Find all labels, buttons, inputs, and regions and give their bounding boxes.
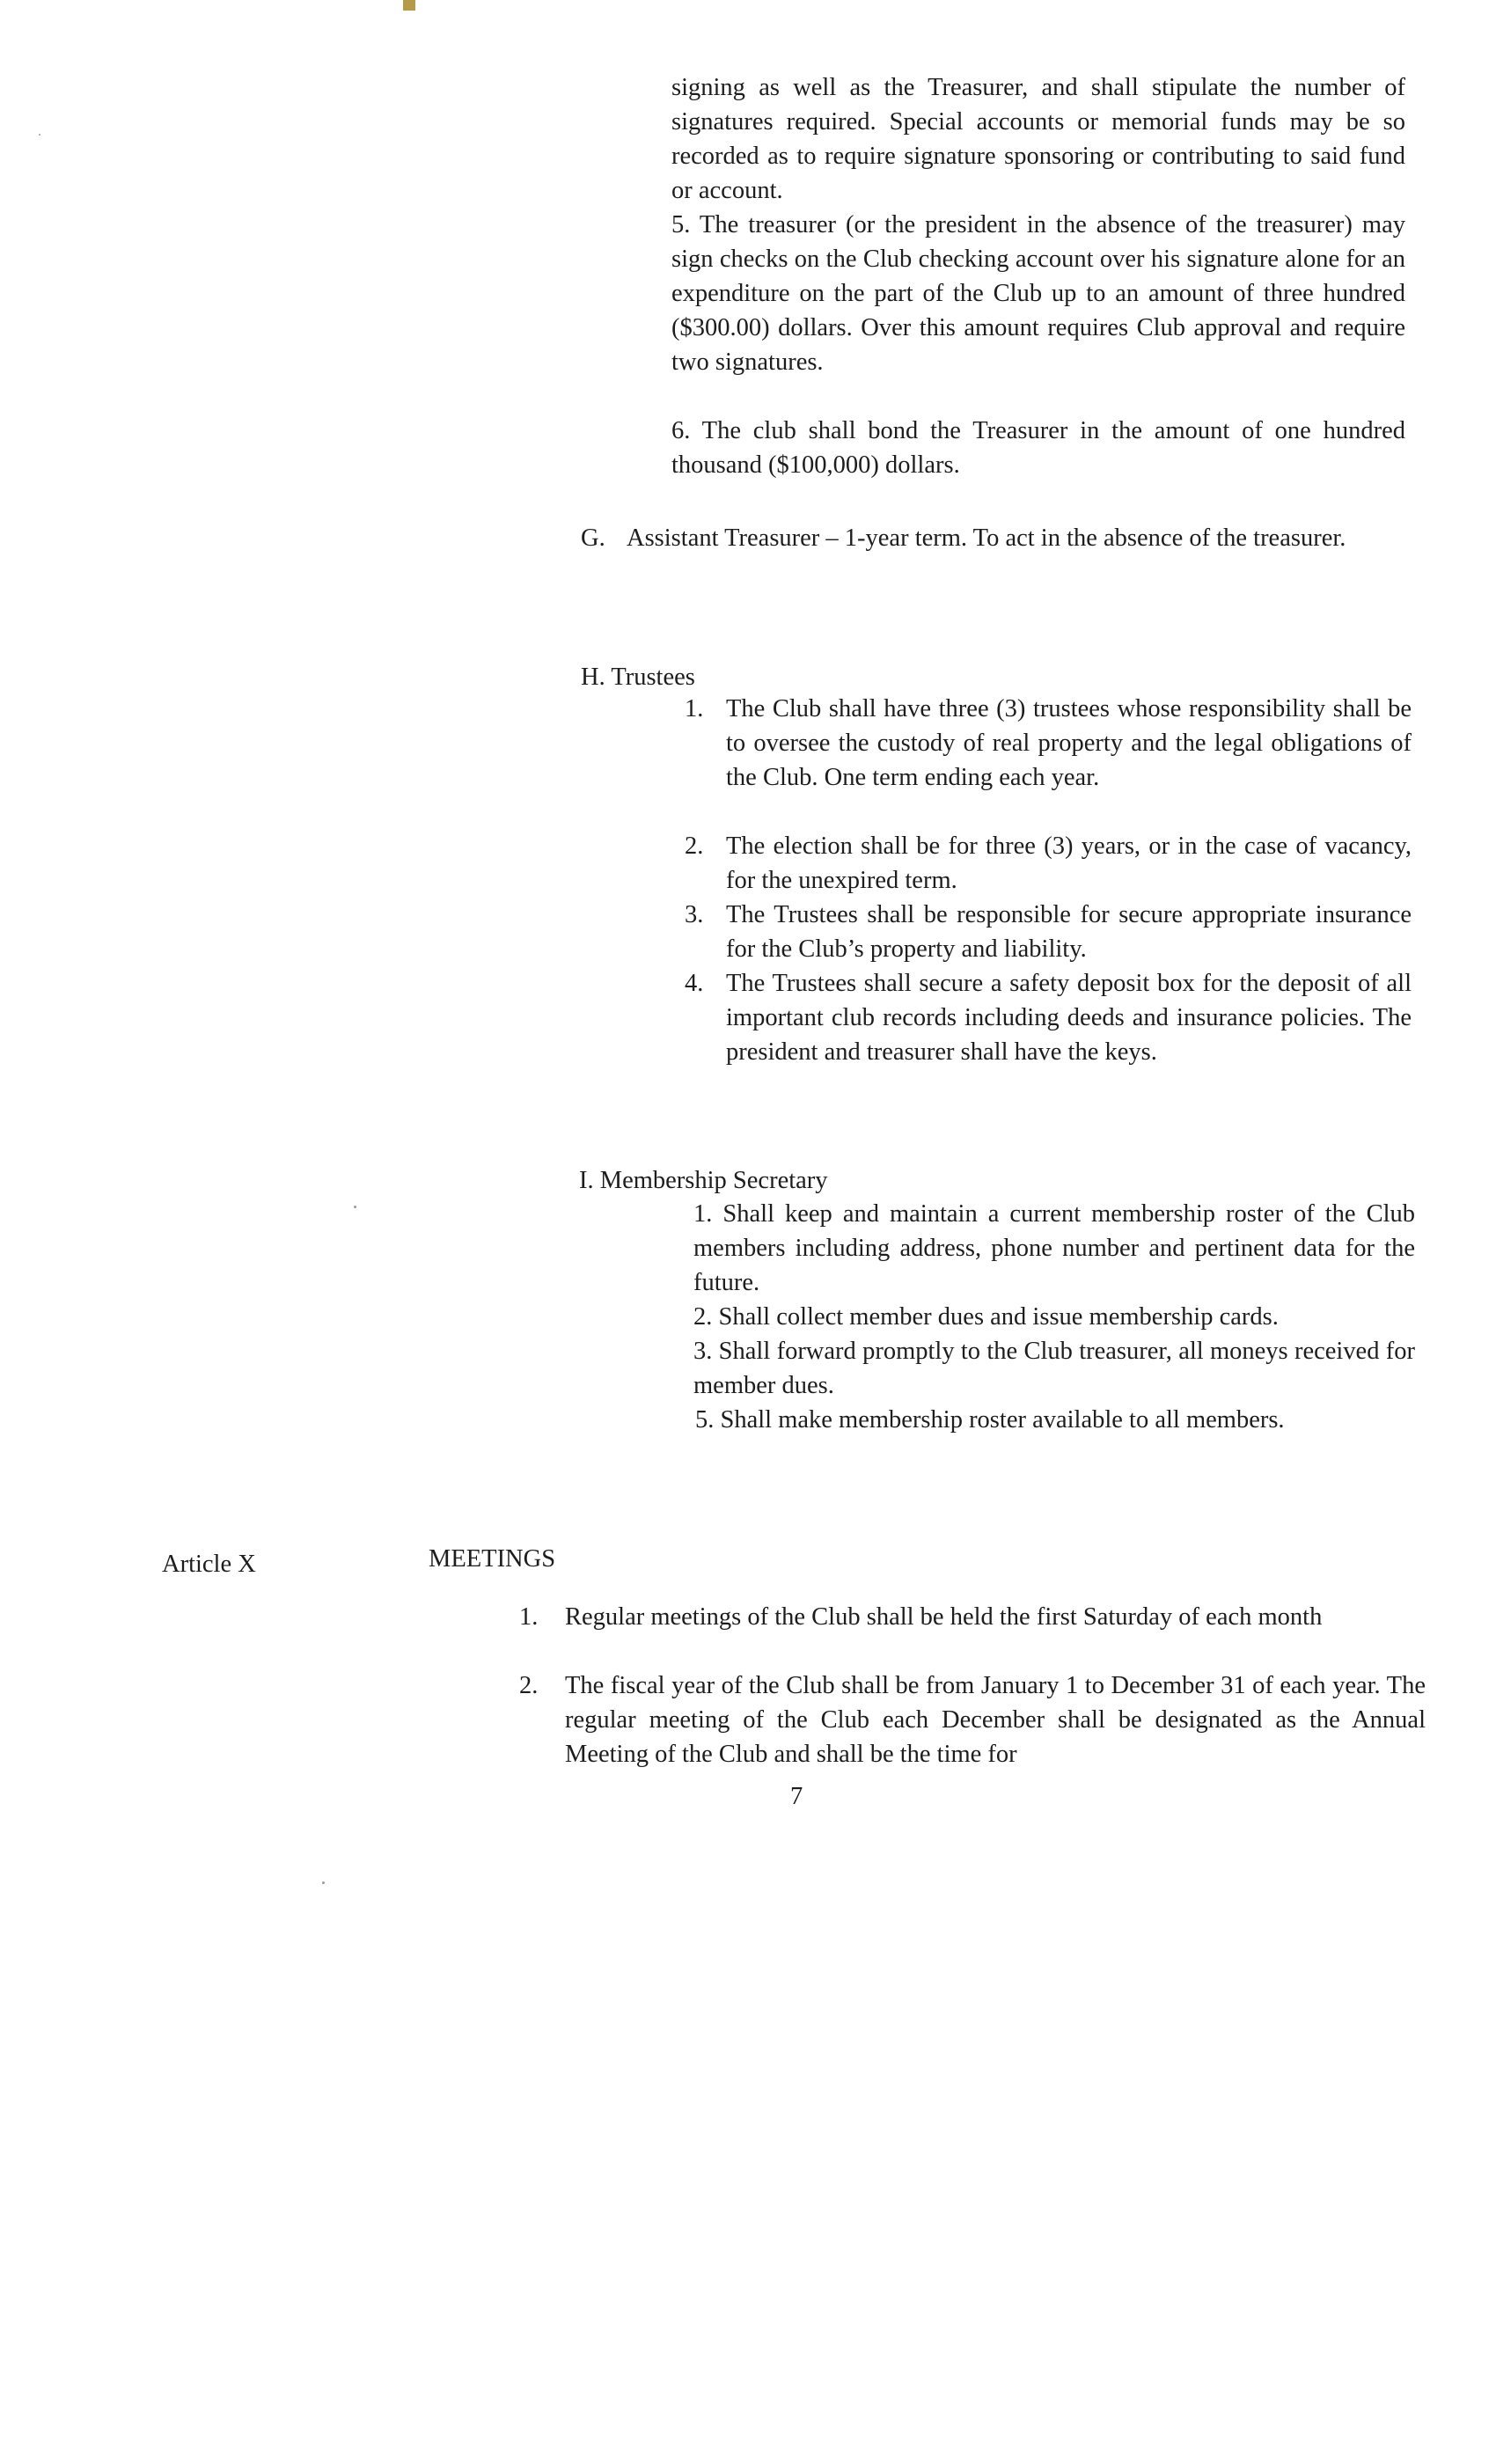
treasurer-item-4-continued: signing as well as the Treasurer, and shall stipulate the number of signatures required. Special accounts or memorial funds may be so recorded as to require signature sponsoring or contributing to said fund or account. <box>671 74 1405 204</box>
trustees-item-text: The election shall be for three (3) years, or in the case of vacancy, for the unexpired term. <box>726 832 1412 894</box>
trustees-item <box>685 898 1412 966</box>
meetings-item <box>519 1668 1426 1771</box>
section-g-letter: G. <box>581 524 605 552</box>
trustees-item <box>685 966 1412 1069</box>
meetings-item <box>519 1600 1426 1634</box>
treasurer-item-5: 5. The treasurer (or the president in the absence of the treasurer) may sign checks on the Club checking account over his signature alone for an expenditure on the part of the Club up to an amount of three hundred ($300.00) dollars. Over this amount requires Club approval and require two signatures. <box>671 211 1405 376</box>
article-title: MEETINGS <box>429 1545 556 1573</box>
meetings-item-number: 1. <box>519 1603 539 1631</box>
membership-item: 3. Shall forward promptly to the Club treasurer, all moneys received for member dues. <box>693 1338 1415 1399</box>
trustees-item <box>685 692 1412 795</box>
section-h-heading: H. Trustees <box>581 664 695 691</box>
trustees-item-text: The Club shall have three (3) trustees whose responsibility shall be to oversee the custody of real property and the legal obligations of the Club. One term ending each year. <box>726 695 1412 791</box>
section-i-heading: I. Membership Secretary <box>579 1167 828 1194</box>
trustees-item-number: 3. <box>685 901 704 928</box>
membership-item: 2. Shall collect member dues and issue membership cards. <box>693 1303 1279 1331</box>
meetings-item-text: Regular meetings of the Club shall be held the first Saturday of each month <box>565 1603 1323 1631</box>
treasurer-item-6: 6. The club shall bond the Treasurer in the amount of one hundred thousand ($100,000) dollars. <box>671 417 1405 479</box>
scan-speck <box>39 134 40 136</box>
section-g <box>581 521 1408 555</box>
section-g-text: Assistant Treasurer – 1-year term. To act in the absence of the treasurer. <box>627 524 1346 552</box>
trustees-item-text: The Trustees shall secure a safety deposit box for the deposit of all important club records including deeds and insurance policies. The president and treasurer shall have the keys. <box>726 970 1412 1066</box>
trustees-item-number: 2. <box>685 832 704 860</box>
meetings-item-text: The fiscal year of the Club shall be from January 1 to December 31 of each year. The regular meeting of the Club each December shall be designated as the Annual Meeting of the Club and shall be the time for <box>565 1672 1426 1768</box>
membership-item: 5. Shall make membership roster available to all members. <box>695 1406 1285 1434</box>
page-number: 7 <box>790 1783 803 1810</box>
trustees-item-number: 4. <box>685 970 704 997</box>
scan-speck <box>354 1206 356 1208</box>
trustees-item-number: 1. <box>685 695 704 722</box>
meetings-item-number: 2. <box>519 1672 539 1699</box>
scan-binding-mark <box>403 0 415 11</box>
scan-speck <box>322 1881 325 1884</box>
trustees-item-text: The Trustees shall be responsible for secure appropriate insurance for the Club’s property and liability. <box>726 901 1412 963</box>
trustees-item <box>685 829 1412 898</box>
article-label: Article X <box>162 1551 256 1578</box>
membership-item: 1. Shall keep and maintain a current membership roster of the Club members including address, phone number and pertinent data for the future. <box>693 1200 1415 1296</box>
